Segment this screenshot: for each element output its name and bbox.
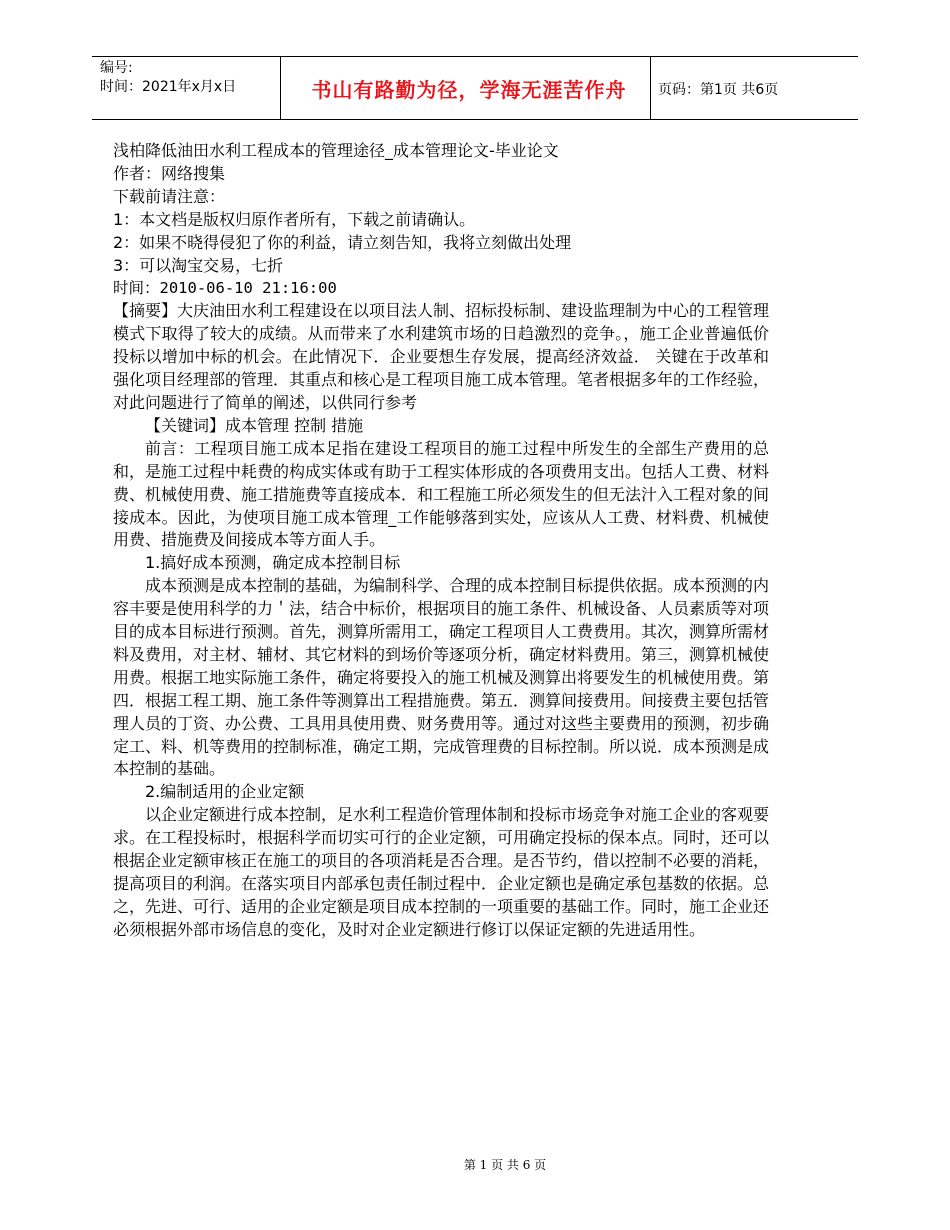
header-page-info: 页码：第1页 共6页	[658, 81, 779, 98]
article-title: 浅柏降低油田水利工程成本的管理途径_成本管理论文-毕业论文	[113, 141, 559, 160]
section-2-paragraph: 以企业定额进行成本控制，足水利工程造价管理体制和投标市场竞争对施工企业的客观要求。在工程投标时，根据科学而切实可行的企业定额，可用确定投标的保本点。同时，还可以根据企业定额审核正在施工的项目的各项消耗是否合理。是否节约，借以控制不必要的消耗，提高项目的利润。在落实项目内部承包责任制过程中．企业定额也是确定承包基数的依据。总之，先进、可行、适用的企业定额是项目成本控制的一项重要的基础工作。同时，施工企业还必须根据外部市场信息的变化，及时对企业定额进行修订以保证定额的先进适用性。	[113, 805, 770, 939]
article-timestamp: 时间：2010-06-10 21:16:00	[113, 279, 337, 298]
page-footer: 第 1 页 共 6 页	[463, 1158, 547, 1172]
section-1-paragraph: 成本预测是成本控制的基础，为编制科学、合理的成本控制目标提供依据。成本预测的内容丰要是使用科学的力＇法，结合中标价，根据项目的施工条件、机械设备、人员素质等对项目的成本目标进行预测。首先，测算所需用工，确定工程项目人工费费用。其次，测算所需材料及费用，对主材、辅材、其它材料的到场价等逐项分析，确定材料费用。第三，测算机械使用费。根据工地实际施工条件，确定将要投入的施工机械及测算出将要发生的机械使用费。第四．根据工程工期、施工条件等测算出工程措施费。第五．测算间接费用。间接费主要包括管理人员的丁资、办公费、工具用具使用费、财务费用等。通过对这些主要费用的预测，初步确定工、料、机等费用的控制标准，确定工期，完成管理费的目标控制。所以说．成本预测是成本控制的基础。	[113, 576, 770, 779]
download-notice-2: 2：如果不晓得侵犯了你的利益，请立刻告知，我将立刻做出处理	[113, 232, 572, 252]
download-notice-title: 下载前请注意：	[113, 186, 226, 206]
article-abstract: 【摘要】大庆油田水利工程建设在以项目法人制、招标投标制、建设监理制为中心的工程管理模式下取得了较大的成绩。从而带来了水利建筑市场的日趋激烈的竞争。，施工企业普遍低价投标以增加中标的机会。在此情况下．企业要想生存发展，提高经济效益． 关键在于改革和强化项目经理部的管理．其重点和核心是工程项目施工成本管理。笔者根据多年的工作经验，对此问题进行了简单的阐述，以供同行参考	[113, 301, 770, 412]
document-number-label: 编号:	[100, 60, 133, 76]
header-motto: 书山有路勤为径，学海无涯苦作舟	[311, 78, 627, 102]
document-body	[113, 140, 769, 942]
document-header	[92, 56, 858, 120]
header-divider-left	[280, 57, 281, 120]
download-notice-3: 3：可以淘宝交易，七折	[113, 255, 284, 275]
header-meta	[100, 59, 236, 97]
section-2-heading: 2.编制适用的企业定额	[145, 782, 305, 802]
article-keywords: 【关键词】成本管理 控制 措施	[145, 415, 364, 435]
download-notice-1: 1：本文档是版权归原作者所有，下载之前请确认。	[113, 209, 476, 229]
section-1-heading: 1.搞好成本预测，确定成本控制目标	[145, 553, 401, 573]
header-divider-right	[650, 57, 651, 120]
article-preface: 前言：工程项目施工成本足指在建设工程项目的施工过程中所发生的全部生产费用的总和，是施工过程中耗费的构成实体或有助于工程实体形成的各项费用支出。包括人工费、材料费、机械使用费、施工措施费等直接成本．和工程施工所必须发生的但无法汁入工程对象的间接成本。因此，为使项目施工成本管理_工作能够落到实处，应该从人工费、材料费、机械使用费、措施费及间接成本等方面人手。	[113, 438, 770, 550]
article-author: 作者：网络搜集	[113, 163, 226, 183]
document-date: 时间：2021年x月x日	[100, 79, 237, 95]
